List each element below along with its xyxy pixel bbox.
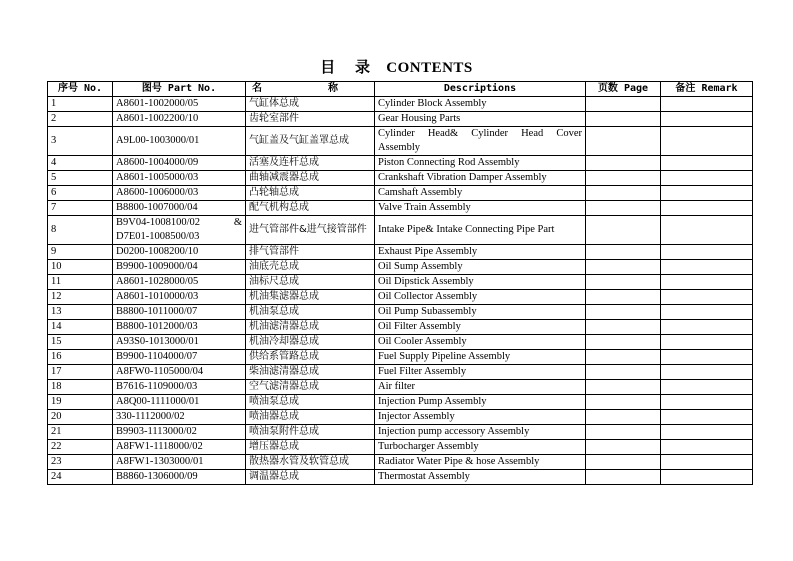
cell-remark (661, 380, 753, 395)
cell-no: 6 (48, 186, 113, 201)
cell-remark (661, 127, 753, 156)
cell-page (586, 245, 661, 260)
cell-no: 4 (48, 156, 113, 171)
table-row (48, 290, 753, 305)
table-row (48, 245, 753, 260)
cell-part-no: A8600-1006000/03 (113, 186, 246, 201)
cell-name: 配气机构总成 (246, 201, 375, 216)
table-row (48, 470, 753, 485)
cell-remark (661, 350, 753, 365)
table-row (48, 201, 753, 216)
cell-name: 气缸盖及气缸盖罩总成 (246, 127, 375, 156)
cell-no: 22 (48, 440, 113, 455)
table-row (48, 350, 753, 365)
cell-description: Injection Pump Assembly (375, 395, 586, 410)
cell-name: 供给系管路总成 (246, 350, 375, 365)
cell-description: Oil Cooler Assembly (375, 335, 586, 350)
cell-page (586, 395, 661, 410)
cell-remark (661, 335, 753, 350)
cell-name: 增压器总成 (246, 440, 375, 455)
cell-description: Fuel Filter Assembly (375, 365, 586, 380)
cell-remark (661, 440, 753, 455)
cell-no: 21 (48, 425, 113, 440)
cell-description: Injection pump accessory Assembly (375, 425, 586, 440)
cell-no: 9 (48, 245, 113, 260)
table-row (48, 395, 753, 410)
cell-part-no: A8601-1028000/05 (113, 275, 246, 290)
cell-description: Intake Pipe& Intake Connecting Pipe Part (375, 216, 586, 245)
cell-part-no: A8Q00-1111000/01 (113, 395, 246, 410)
cell-part-no: A8FW1-1118000/02 (113, 440, 246, 455)
cell-part-no: B9903-1113000/02 (113, 425, 246, 440)
cell-part-no: A9L00-1003000/01 (113, 127, 246, 156)
cell-page (586, 216, 661, 245)
table-row (48, 305, 753, 320)
cell-remark (661, 455, 753, 470)
cell-part-no: B8800-1012000/03 (113, 320, 246, 335)
table-row (48, 380, 753, 395)
table-row (48, 320, 753, 335)
cell-description: Oil Pump Subassembly (375, 305, 586, 320)
cell-no: 5 (48, 171, 113, 186)
cell-part-no: B8800-1011000/07 (113, 305, 246, 320)
cell-name: 气缸体总成 (246, 97, 375, 112)
cell-page (586, 290, 661, 305)
cell-remark (661, 425, 753, 440)
cell-part-no: 330-1112000/02 (113, 410, 246, 425)
page-title-en: CONTENTS (386, 60, 473, 76)
cell-no: 8 (48, 216, 113, 245)
cell-description: Cylinder Head& Cylinder Head Cover Assembly (375, 127, 586, 156)
cell-description: Oil Dipstick Assembly (375, 275, 586, 290)
cell-no: 18 (48, 380, 113, 395)
cell-remark (661, 201, 753, 216)
cell-name: 机油泵总成 (246, 305, 375, 320)
cell-part-no: B9900-1104000/07 (113, 350, 246, 365)
cell-part-no: A8601-1002000/05 (113, 97, 246, 112)
cell-page (586, 97, 661, 112)
cell-description: Air filter (375, 380, 586, 395)
cell-name: 柴油滤清器总成 (246, 365, 375, 380)
cell-remark (661, 410, 753, 425)
contents-table-body (48, 97, 753, 485)
cell-no: 3 (48, 127, 113, 156)
header-no: 序号 No. (48, 82, 113, 97)
cell-name: 齿轮室部件 (246, 112, 375, 127)
cell-page (586, 470, 661, 485)
table-header-row (48, 82, 753, 97)
cell-part-no: A8601-1005000/03 (113, 171, 246, 186)
cell-name: 进气管部件&进气接管部件 (246, 216, 375, 245)
table-row (48, 365, 753, 380)
cell-page (586, 127, 661, 156)
cell-no: 1 (48, 97, 113, 112)
header-remark: 备注 Remark (661, 82, 753, 97)
cell-part-no: A93S0-1013000/01 (113, 335, 246, 350)
cell-page (586, 425, 661, 440)
cell-part-no: A8601-1002200/10 (113, 112, 246, 127)
cell-remark (661, 395, 753, 410)
cell-page (586, 305, 661, 320)
cell-name: 空气滤清器总成 (246, 380, 375, 395)
cell-no: 20 (48, 410, 113, 425)
cell-name: 散热器水管及软管总成 (246, 455, 375, 470)
cell-remark (661, 275, 753, 290)
cell-description: Oil Collector Assembly (375, 290, 586, 305)
cell-description: Oil Sump Assembly (375, 260, 586, 275)
cell-part-no: A8FW1-1303000/01 (113, 455, 246, 470)
cell-page (586, 156, 661, 171)
cell-page (586, 201, 661, 216)
cell-name: 曲轴减震器总成 (246, 171, 375, 186)
cell-name: 机油集滤器总成 (246, 290, 375, 305)
header-page: 页数 Page (586, 82, 661, 97)
cell-remark (661, 290, 753, 305)
contents-table (47, 81, 753, 485)
cell-no: 23 (48, 455, 113, 470)
cell-no: 19 (48, 395, 113, 410)
cell-name: 调温器总成 (246, 470, 375, 485)
cell-page (586, 350, 661, 365)
cell-page (586, 365, 661, 380)
cell-no: 16 (48, 350, 113, 365)
cell-name: 喷油泵附件总成 (246, 425, 375, 440)
cell-part-no: A8600-1004000/09 (113, 156, 246, 171)
cell-description: Cylinder Block Assembly (375, 97, 586, 112)
cell-description: Piston Connecting Rod Assembly (375, 156, 586, 171)
table-row (48, 410, 753, 425)
table-row (48, 216, 753, 245)
cell-no: 10 (48, 260, 113, 275)
cell-name: 排气管部件 (246, 245, 375, 260)
table-row (48, 186, 753, 201)
cell-page (586, 440, 661, 455)
cell-description: Radiator Water Pipe & hose Assembly (375, 455, 586, 470)
table-row (48, 440, 753, 455)
cell-page (586, 171, 661, 186)
header-part-no: 图号 Part No. (113, 82, 246, 97)
cell-remark (661, 97, 753, 112)
cell-page (586, 410, 661, 425)
table-row (48, 156, 753, 171)
cell-remark (661, 365, 753, 380)
table-row (48, 97, 753, 112)
cell-no: 15 (48, 335, 113, 350)
cell-no: 14 (48, 320, 113, 335)
cell-page (586, 275, 661, 290)
cell-name: 油标尺总成 (246, 275, 375, 290)
cell-part-no: D0200-1008200/10 (113, 245, 246, 260)
table-row (48, 455, 753, 470)
cell-page (586, 335, 661, 350)
cell-no: 2 (48, 112, 113, 127)
cell-remark (661, 470, 753, 485)
cell-description: Exhaust Pipe Assembly (375, 245, 586, 260)
page-title-cn: 目 录 (320, 60, 378, 76)
cell-remark (661, 320, 753, 335)
cell-page (586, 260, 661, 275)
cell-name: 机油冷却器总成 (246, 335, 375, 350)
cell-description: Gear Housing Parts (375, 112, 586, 127)
cell-page (586, 186, 661, 201)
cell-no: 17 (48, 365, 113, 380)
cell-no: 24 (48, 470, 113, 485)
cell-part-no: B9900-1009000/04 (113, 260, 246, 275)
cell-description: Oil Filter Assembly (375, 320, 586, 335)
cell-part-no: B7616-1109000/03 (113, 380, 246, 395)
cell-remark (661, 245, 753, 260)
cell-remark (661, 186, 753, 201)
table-row (48, 171, 753, 186)
cell-description: Crankshaft Vibration Damper Assembly (375, 171, 586, 186)
cell-no: 12 (48, 290, 113, 305)
table-row (48, 112, 753, 127)
cell-remark (661, 216, 753, 245)
cell-remark (661, 156, 753, 171)
cell-description: Fuel Supply Pipeline Assembly (375, 350, 586, 365)
cell-part-no: B8860-1306000/09 (113, 470, 246, 485)
cell-page (586, 455, 661, 470)
cell-name: 喷油泵总成 (246, 395, 375, 410)
cell-name: 机油滤清器总成 (246, 320, 375, 335)
cell-remark (661, 305, 753, 320)
cell-part-no: A8601-1010000/03 (113, 290, 246, 305)
header-descriptions: Descriptions (375, 82, 586, 97)
cell-page (586, 380, 661, 395)
page-title (0, 56, 793, 77)
cell-part-no: B8800-1007000/04 (113, 201, 246, 216)
table-row (48, 425, 753, 440)
cell-part-no: A8FW0-1105000/04 (113, 365, 246, 380)
cell-name: 凸轮轴总成 (246, 186, 375, 201)
cell-name: 油底壳总成 (246, 260, 375, 275)
table-row (48, 335, 753, 350)
cell-name: 喷油器总成 (246, 410, 375, 425)
cell-description: Turbocharger Assembly (375, 440, 586, 455)
cell-remark (661, 171, 753, 186)
cell-no: 11 (48, 275, 113, 290)
cell-remark (661, 260, 753, 275)
table-row (48, 260, 753, 275)
cell-remark (661, 112, 753, 127)
table-row (48, 127, 753, 156)
cell-description: Valve Train Assembly (375, 201, 586, 216)
cell-no: 13 (48, 305, 113, 320)
cell-page (586, 320, 661, 335)
cell-description: Thermostat Assembly (375, 470, 586, 485)
table-row (48, 275, 753, 290)
cell-no: 7 (48, 201, 113, 216)
cell-name: 活塞及连杆总成 (246, 156, 375, 171)
header-name: 名 称 (246, 82, 375, 97)
cell-page (586, 112, 661, 127)
cell-description: Injector Assembly (375, 410, 586, 425)
cell-description: Camshaft Assembly (375, 186, 586, 201)
cell-part-no: B9V04-1008100/02 & D7E01-1008500/03 (113, 216, 246, 245)
